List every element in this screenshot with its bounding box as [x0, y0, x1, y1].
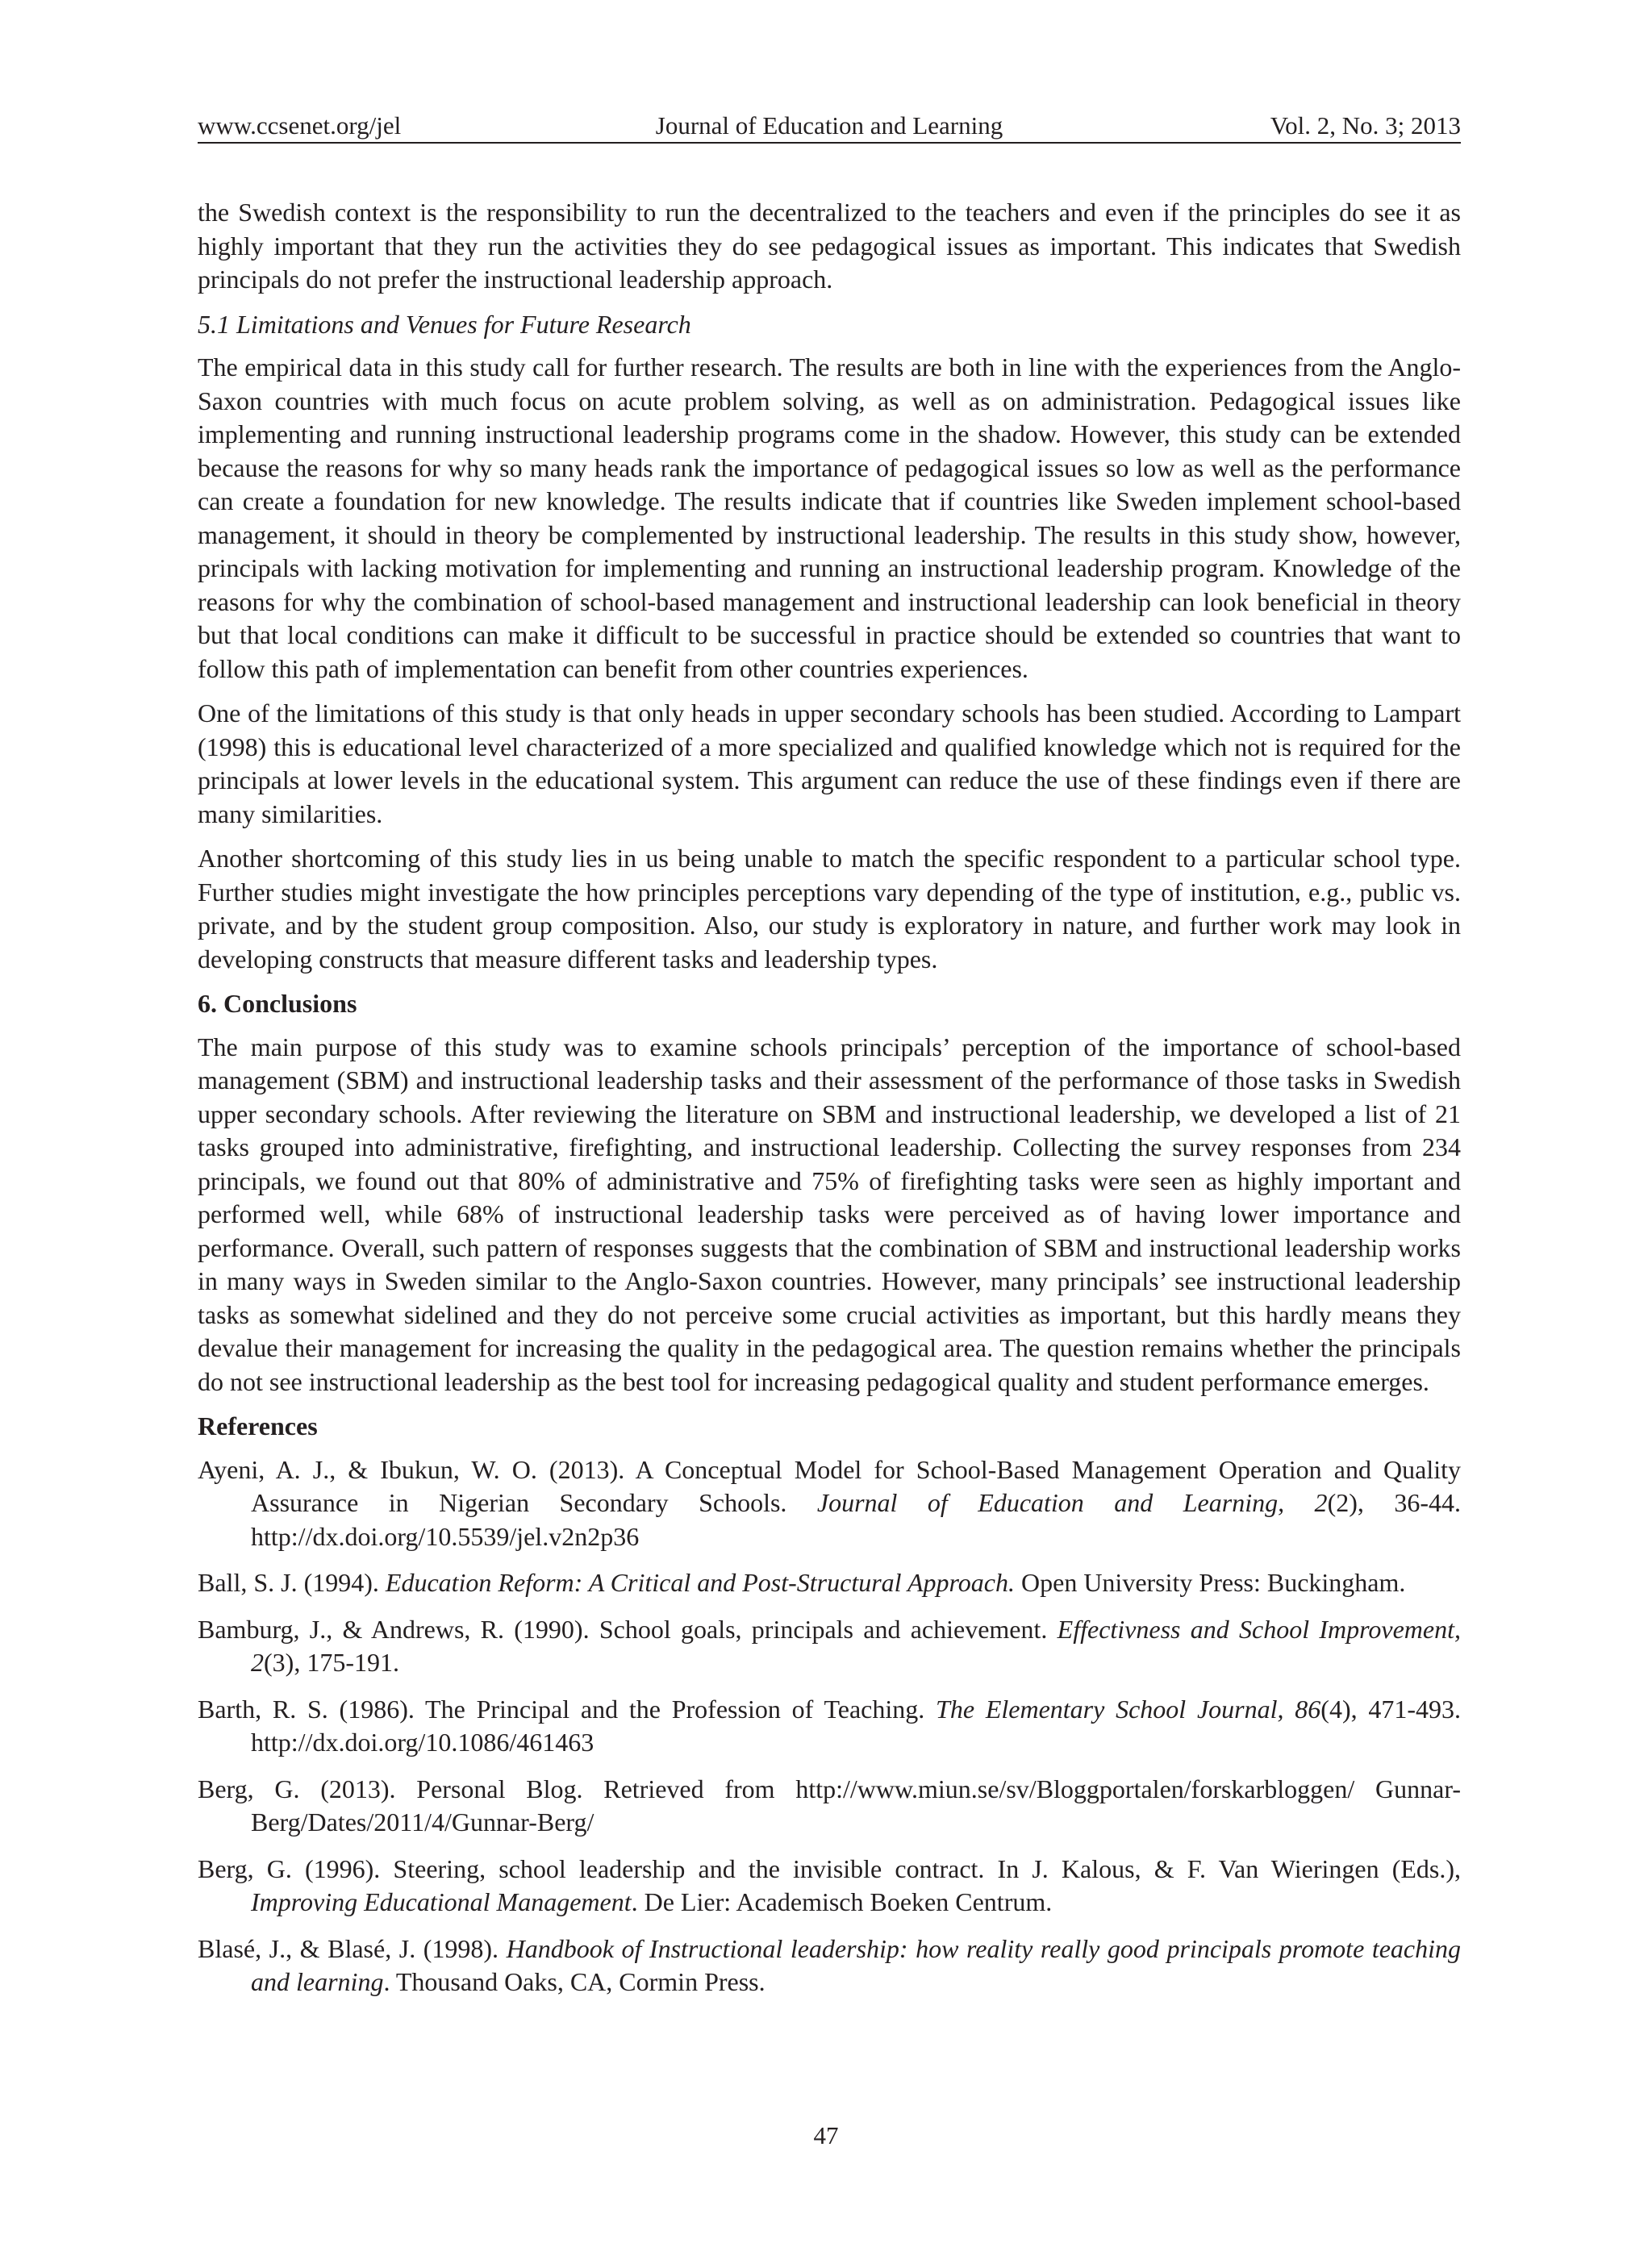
- reference-source: Improving Educational Management: [251, 1887, 632, 1916]
- reference-entry: [198, 1693, 1461, 1760]
- reference-entry: [198, 1773, 1461, 1840]
- reference-entry: [198, 1932, 1461, 1999]
- reference-source: Effectivness and School Improvement, 2: [251, 1614, 1462, 1677]
- paragraph-future-research: The empirical data in this study call for further research. The results are both in line with the experiences from the Anglo-Saxon countries with much focus on acute problem solving, as well as on administration. Pedagogical issues like implementing and running instructional leadership programs come in the shadow. However, this study can be extended because the reasons for why so many heads rank the importance of pedagogical issues so low as well as the performance can create a foundation for new knowledge. The results indicate that if countries like Sweden implement school-based management, it should in theory be complemented by instructional leadership. The results in this study show, however, principals with lacking motivation for implementing and running an instructional leadership program. Knowledge of the reasons for why the combination of school-based management and instructional leadership can look beneficial in theory but that local conditions can make it difficult to be successful in practice should be extended so countries that want to follow this path of implementation can benefit from other countries experiences.: [198, 352, 1461, 683]
- reference-source: Handbook of Instructional leadership: how reality really good principals promote teaching and learning: [251, 1933, 1462, 1996]
- reference-details: Open University Press: Buckingham.: [1015, 1568, 1406, 1597]
- paragraph-shortcoming: Another shortcoming of this study lies in us being unable to match the specific respondent to a particular school type. Further studies might investigate the how principles perceptions vary depending of the type of institution, e.g., public vs. private, and by the student group composition. Also, our study is exploratory in nature, and further work may look in developing constructs that measure different tasks and leadership types.: [198, 844, 1461, 973]
- reference-entry: [198, 1453, 1461, 1554]
- paragraph-limitations: One of the limitations of this study is that only heads in upper secondary schools has been studied. According to Lampart (1998) this is educational level characterized of a more specialized and qualified knowledge which not is required for the principals at lower levels in the educational system. This argument can reduce the use of these findings even if there are many similarities.: [198, 698, 1461, 828]
- reference-details: (4), 471-493. http://dx.doi.org/10.1086/461463: [251, 1694, 1462, 1757]
- paragraph-conclusions: The main purpose of this study was to examine schools principals’ perception of the importance of school-based management (SBM) and instructional leadership tasks and their assessment of the performance of those tasks in Swedish upper secondary schools. After reviewing the literature on SBM and instructional leadership, we developed a list of 21 tasks grouped into administrative, firefighting, and instructional leadership. Collecting the survey responses from 234 principals, we found out that 80% of administrative and 75% of firefighting tasks were seen as highly important and performed well, while 68% of instructional leadership tasks were perceived as of having lower importance and performance. Overall, such pattern of responses suggests that the combination of SBM and instructional leadership works in many ways in Sweden similar to the Anglo-Saxon countries. However, many principals’ see instructional leadership tasks as somewhat sidelined and they do not perceive some crucial activities as important, but this hardly means they devalue their management for increasing the quality in the pedagogical area. The question remains whether the principals do not see instructional leadership as the best tool for increasing pedagogical quality and student performance emerges.: [198, 1032, 1461, 1396]
- article-body: [198, 196, 1461, 2012]
- reference-source: Journal of Education and Learning, 2: [816, 1488, 1328, 1517]
- reference-source: The Elementary School Journal, 86: [936, 1694, 1321, 1724]
- volume-issue: Vol. 2, No. 3; 2013: [1270, 111, 1461, 140]
- reference-text: Berg, G. (2013). Personal Blog. Retrieved from http://www.miun.se/sv/Bloggportalen/forskarbloggen/ Gunnar-Berg/Dates/2011/4/Gunnar-Berg/: [198, 1774, 1461, 1837]
- paragraph-continued: the Swedish context is the responsibility to run the decentralized to the teachers and even if the principles do see it as highly important that they run the activities they do see pedagogical issues as important. This indicates that Swedish principals do not prefer the instructional leadership approach.: [198, 198, 1461, 294]
- running-header: [198, 110, 1461, 144]
- journal-title: Journal of Education and Learning: [655, 111, 1003, 140]
- subsection-heading: 5.1 Limitations and Venues for Future Research: [198, 309, 691, 339]
- reference-details: . Thousand Oaks, CA, Cormin Press.: [383, 1967, 766, 1996]
- conclusions-heading: 6. Conclusions: [198, 989, 357, 1018]
- reference-details: . De Lier: Academisch Boeken Centrum.: [631, 1887, 1053, 1916]
- reference-details: (2), 36-44. http://dx.doi.org/10.5539/jel.v2n2p36: [251, 1488, 1462, 1551]
- reference-source: Education Reform: A Critical and Post-Structural Approach.: [385, 1568, 1015, 1597]
- reference-entry: [198, 1853, 1461, 1920]
- reference-text: Berg, G. (1996). Steering, school leadership and the invisible contract. In J. Kalous, & F. Van Wieringen (Eds.),: [198, 1853, 1461, 1883]
- reference-text: Bamburg, J., & Andrews, R. (1990). School goals, principals and achievement.: [198, 1614, 1058, 1644]
- reference-entry: [198, 1566, 1461, 1600]
- reference-entry: [198, 1613, 1461, 1680]
- reference-text: Ayeni, A. J., & Ibukun, W. O. (2013). A Conceptual Model for School-Based Management Operation and Quality Assurance in Nigerian Secondary Schools.: [198, 1454, 1461, 1517]
- reference-list: [198, 1453, 1461, 1999]
- reference-details: (3), 175-191.: [264, 1648, 399, 1677]
- page-number: 47: [813, 2121, 839, 2149]
- reference-text: Ball, S. J. (1994).: [198, 1568, 386, 1597]
- reference-text: Barth, R. S. (1986). The Principal and the Profession of Teaching.: [198, 1694, 937, 1724]
- references-heading: References: [198, 1411, 318, 1440]
- journal-url[interactable]: www.ccsenet.org/jel: [198, 111, 402, 140]
- reference-text: Blasé, J., & Blasé, J. (1998).: [198, 1933, 507, 1963]
